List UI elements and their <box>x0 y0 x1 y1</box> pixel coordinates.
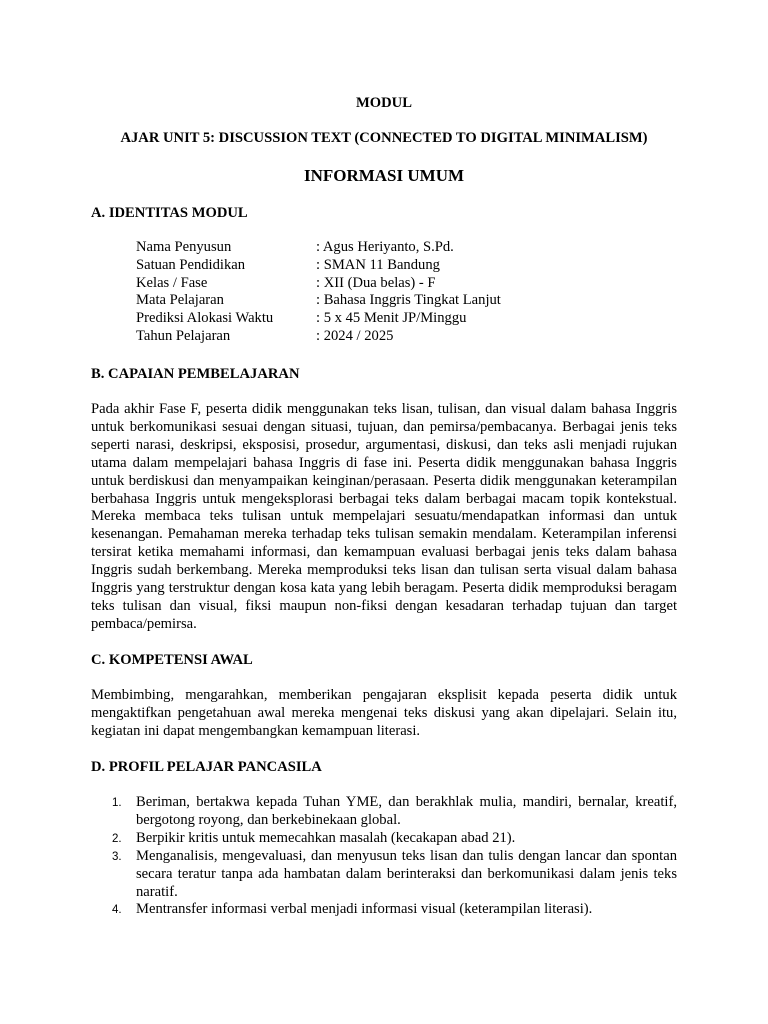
identity-value: : 2024 / 2025 <box>316 327 394 344</box>
capaian-paragraph: Pada akhir Fase F, peserta didik menggunakan teks lisan, tulisan, dan visual dalam bahasa Inggris untuk berkomunikasi sesuai dengan situasi, tujuan, dan pemirsa/pembacanya. Berbagai jenis teks seperti narasi, deskripsi, eksposisi, prosedur, argumentasi, diskusi, dan teks asli menjadi rujukan utama dalam mempelajari bahasa Inggris di fase ini. Peserta didik menggunakan bahasa Inggris untuk berdiskusi dan menyampaikan keinginan/perasaan. Peserta didik menggunakan keterampilan berbahasa Inggris untuk mengeksplorasi berbagai teks dalam berbagai macam topik kontekstual. Mereka membaca teks tulisan untuk mempelajari sesuatu/mendapatkan informasi dan untuk kesenangan. Pemahaman mereka terhadap teks tulisan semakin mendalam. Keterampilan inferensi tersirat ketika memahami informasi, dan kemampuan evaluasi berbagai jenis teks dalam bahasa Inggris sudah berkembang. Mereka memproduksi teks lisan dan tulisan serta visual dalam bahasa Inggris yang terstruktur dengan kosa kata yang lebih beragam. Peserta didik memproduksi beragam teks tulisan dan visual, fiksi maupun non-fiksi dengan kesadaran terhadap tujuan dan target pembaca/pemirsa. <box>91 401 677 632</box>
identity-label: Prediksi Alokasi Waktu <box>136 310 274 327</box>
kompetensi-paragraph: Membimbing, mengarahkan, memberikan pengajaran eksplisit kepada peserta didik untuk mengaktifkan pengetahuan awal mereka mengenai teks diskusi yang akan dipelajari. Selain itu, kegiatan ini dapat mengembangkan kemampuan literasi. <box>91 687 677 739</box>
heading-capaian: B. CAPAIAN PEMBELAJARAN <box>91 366 300 382</box>
heading-kompetensi: C. KOMPETENSI AWAL <box>91 652 253 668</box>
list-item-text: Menganalisis, mengevaluasi, dan menyusun teks lisan dan tulis dengan lancar dan spontan secara teratur tanpa ada hambatan dalam berinteraksi dan berkomunikasi dalam jenis teks naratif. <box>136 847 677 900</box>
identity-row <box>136 310 596 328</box>
list-item-text: Berpikir kritis untuk memecahkan masalah (kecakapan abad 21). <box>136 829 516 846</box>
heading-profil: D. PROFIL PELAJAR PANCASILA <box>91 759 322 775</box>
section-title: INFORMASI UMUM <box>303 166 465 185</box>
identity-row <box>136 239 596 257</box>
profil-list <box>91 794 677 919</box>
list-item-text: Mentransfer informasi verbal menjadi informasi visual (keterampilan literasi). <box>136 901 593 918</box>
list-number: 3. <box>112 850 122 863</box>
identity-value: : Agus Heriyanto, S.Pd. <box>316 239 454 255</box>
identity-row <box>136 257 596 275</box>
list-item <box>91 794 677 830</box>
list-item <box>91 830 677 848</box>
list-number: 1. <box>112 797 122 809</box>
list-item <box>91 848 677 902</box>
identity-value: : SMAN 11 Bandung <box>316 256 440 273</box>
identity-label: Satuan Pendidikan <box>136 256 246 273</box>
list-number: 2. <box>112 832 122 845</box>
list-number: 4. <box>112 904 122 917</box>
identity-row <box>136 328 596 346</box>
identity-row <box>136 275 596 293</box>
identity-label: Mata Pelajaran <box>136 292 224 309</box>
identity-value: : XII (Dua belas) - F <box>316 274 436 291</box>
document-subtitle: AJAR UNIT 5: DISCUSSION TEXT (CONNECTED TO DIGITAL MINIMALISM) <box>120 130 648 146</box>
identity-row <box>136 292 596 310</box>
identity-value: : Bahasa Inggris Tingkat Lanjut <box>316 292 501 309</box>
identity-label: Nama Penyusun <box>136 239 232 255</box>
identity-label: Tahun Pelajaran <box>136 327 231 344</box>
identity-label: Kelas / Fase <box>136 274 208 291</box>
identity-value: : 5 x 45 Menit JP/Minggu <box>316 310 467 327</box>
document-title: MODUL <box>356 95 412 111</box>
heading-identitas: A. IDENTITAS MODUL <box>91 205 248 221</box>
list-item-text: Beriman, bertakwa kepada Tuhan YME, dan berakhlak mulia, mandiri, bernalar, kreatif, bergotong royong, dan berkebinekaan global. <box>136 794 677 828</box>
list-item <box>91 901 677 919</box>
identity-table <box>136 239 596 346</box>
